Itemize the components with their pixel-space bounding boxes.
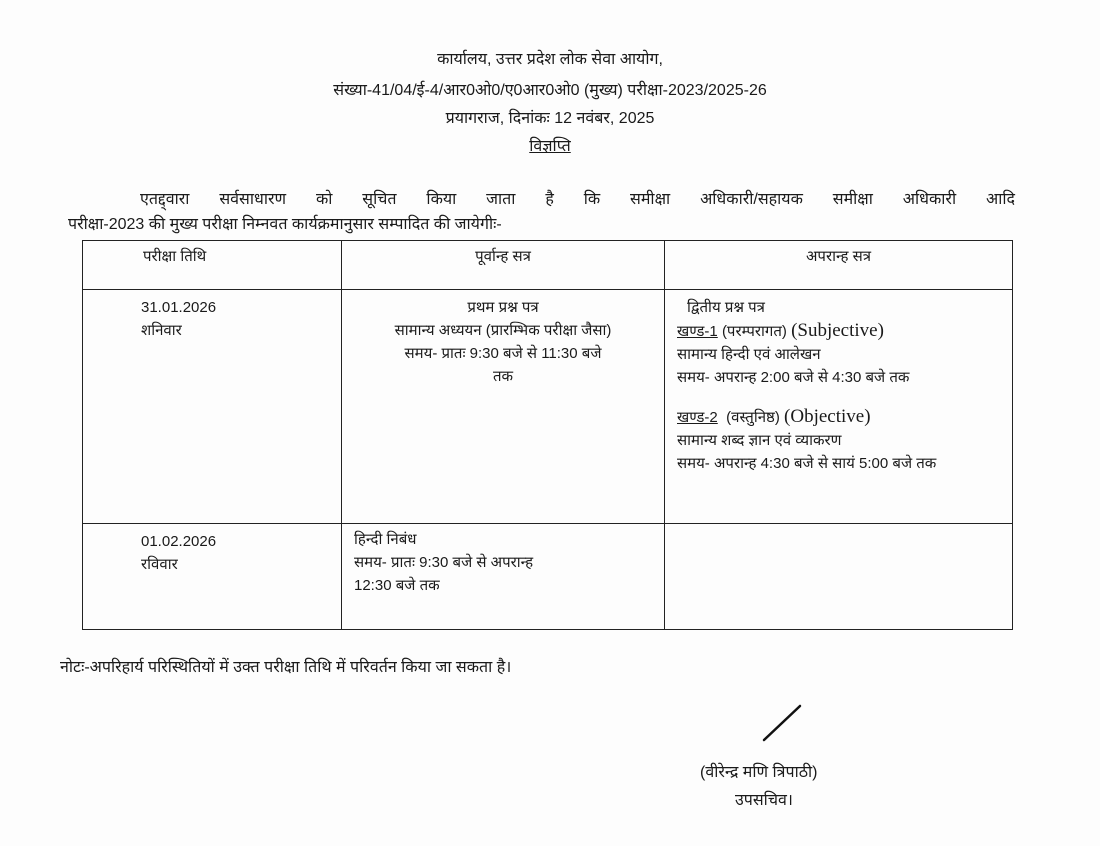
part2-time: समय- अपरान्ह 4:30 बजे से सायं 5:00 बजे तक (677, 455, 937, 472)
table-row (83, 290, 1013, 524)
header-exam-date: परीक्षा तिथि (83, 241, 342, 290)
header-morning-session: पूर्वान्ह सत्र (342, 241, 665, 290)
signatory-designation: उपसचिव। (735, 792, 793, 809)
part1-english: (Subjective) (791, 320, 884, 341)
signatory-name: (वीरेन्द्र मणि त्रिपाठी) (700, 764, 818, 781)
office-name: कार्यालय, उत्तर प्रदेश लोक सेवा आयोग, (437, 51, 663, 68)
part2-english: (Objective) (784, 406, 871, 427)
part1-type: (परम्परागत) (721, 323, 787, 340)
part1-subject: सामान्य हिन्दी एवं आलेखन (677, 346, 821, 363)
note: नोटः-अपरिहार्य परिस्थितियों में उक्त परीक्षा तिथि में परिवर्तन किया जा सकता है। (60, 659, 512, 676)
paper-time: समय- प्रातः 9:30 बजे से अपरान्ह (354, 554, 534, 571)
paper-time-cont: 12:30 बजे तक (354, 577, 440, 594)
intro-line-2: परीक्षा-2023 की मुख्य परीक्षा निम्नवत कार्यक्रमानुसार सम्पादित की जायेगीः- (68, 216, 502, 233)
exam-date: 31.01.2026 (141, 299, 217, 316)
part1-label: खण्ड-1 (677, 323, 718, 340)
table-row (83, 524, 1013, 630)
exam-date: 01.02.2026 (141, 533, 217, 550)
paper-title: प्रथम प्रश्न पत्र (467, 299, 539, 316)
paper-time: समय- प्रातः 9:30 बजे से 11:30 बजे (404, 345, 602, 362)
signature-mark (760, 702, 805, 744)
paper-title: द्वितीय प्रश्न पत्र (687, 299, 765, 316)
exam-day: शनिवार (141, 322, 182, 339)
paper-subject: सामान्य अध्ययन (प्रारम्भिक परीक्षा जैसा) (394, 322, 612, 339)
place-date: प्रयागराज, दिनांकः 12 नवंबर, 2025 (445, 110, 655, 127)
notice-title: विज्ञप्ति (529, 138, 571, 155)
part1-time: समय- अपरान्ह 2:00 बजे से 4:30 बजे तक (677, 369, 910, 386)
exam-day: रविवार (141, 556, 178, 573)
reference-number: संख्या-41/04/ई-4/आर0ओ0/ए0आर0ओ0 (मुख्य) परीक्षा-2023/2025-26 (333, 82, 767, 99)
table-header-row (83, 241, 1013, 290)
paper-time-cont: तक (492, 368, 514, 385)
part2-subject: सामान्य शब्द ज्ञान एवं व्याकरण (677, 432, 842, 449)
exam-schedule-table (82, 240, 1013, 630)
paper-title: हिन्दी निबंध (354, 531, 417, 548)
empty-cell (665, 524, 1013, 630)
part2-label: खण्ड-2 (677, 409, 718, 426)
part2-type: (वस्तुनिष्ठ) (726, 409, 780, 426)
header-afternoon-session: अपरान्ह सत्र (665, 241, 1013, 290)
intro-line-1: एतद्द्वारा सर्वसाधारण को सूचित किया जाता है कि समीक्षा अधिकारी/सहायक समीक्षा अधिकारी आदि (140, 191, 1015, 208)
